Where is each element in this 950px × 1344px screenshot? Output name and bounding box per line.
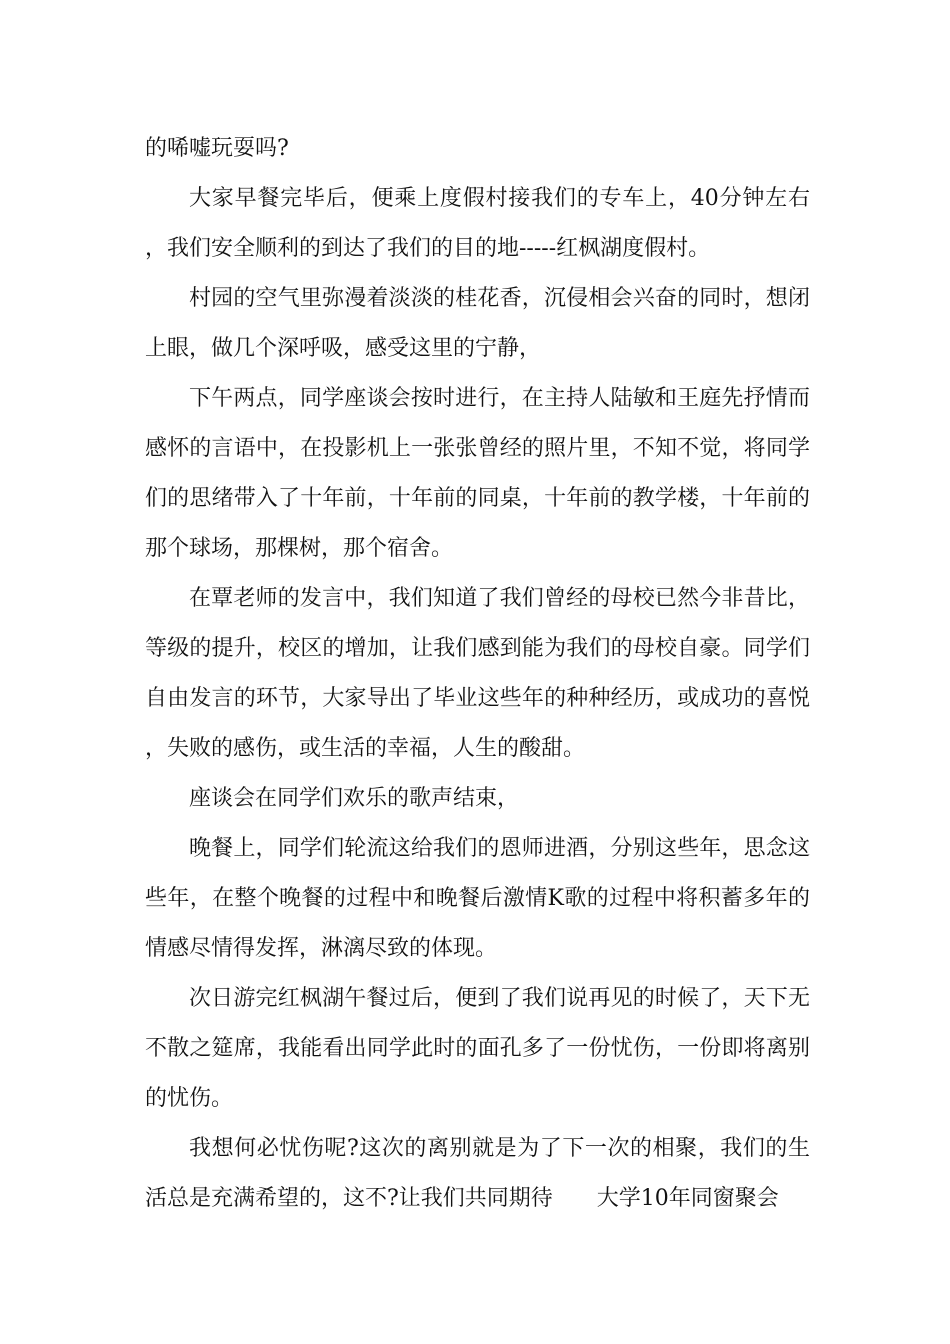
paragraph-8-main: 我想何必忧伤呢?这次的离别就是为了下一次的相聚，我们的生活总是充满希望的，这不?让我们共同期待 <box>145 1136 810 1211</box>
paragraph-8 <box>145 1124 810 1224</box>
paragraph-8-tail: 大学10年同窗聚会 <box>596 1186 779 1211</box>
document-body <box>145 124 810 1224</box>
paragraph-4: 在覃老师的发言中，我们知道了我们曾经的母校已然今非昔比，等级的提升，校区的增加，让我们感到能为我们的母校自豪。同学们自由发言的环节，大家导出了毕业这些年的种种经历，或成功的喜悦，失败的感伤，或生活的幸福，人生的酸甜。 <box>145 586 810 761</box>
paragraph-5: 座谈会在同学们欢乐的歌声结束， <box>189 786 520 811</box>
paragraph-7: 次日游完红枫湖午餐过后，便到了我们说再见的时候了，天下无不散之筵席，我能看出同学此时的面孔多了一份忧伤，一份即将离别的忧伤。 <box>145 986 810 1111</box>
paragraph-1: 大家早餐完毕后，便乘上度假村接我们的专车上，40分钟左右，我们安全顺利的到达了我们的目的地-----红枫湖度假村。 <box>145 186 810 261</box>
paragraph-0: 的唏嘘玩耍吗? <box>145 136 289 161</box>
paragraph-6: 晚餐上，同学们轮流这给我们的恩师进酒，分别这些年，思念这些年，在整个晚餐的过程中和晚餐后激情K歌的过程中将积蓄多年的情感尽情得发挥，淋漓尽致的体现。 <box>145 836 810 961</box>
paragraph-3: 下午两点，同学座谈会按时进行，在主持人陆敏和王庭先抒情而感怀的言语中，在投影机上一张张曾经的照片里，不知不觉，将同学们的思绪带入了十年前，十年前的同桌，十年前的教学楼，十年前的那个球场，那棵树，那个宿舍。 <box>145 386 810 561</box>
paragraph-2: 村园的空气里弥漫着淡淡的桂花香，沉侵相会兴奋的同时，想闭上眼，做几个深呼吸，感受这里的宁静， <box>145 286 810 361</box>
